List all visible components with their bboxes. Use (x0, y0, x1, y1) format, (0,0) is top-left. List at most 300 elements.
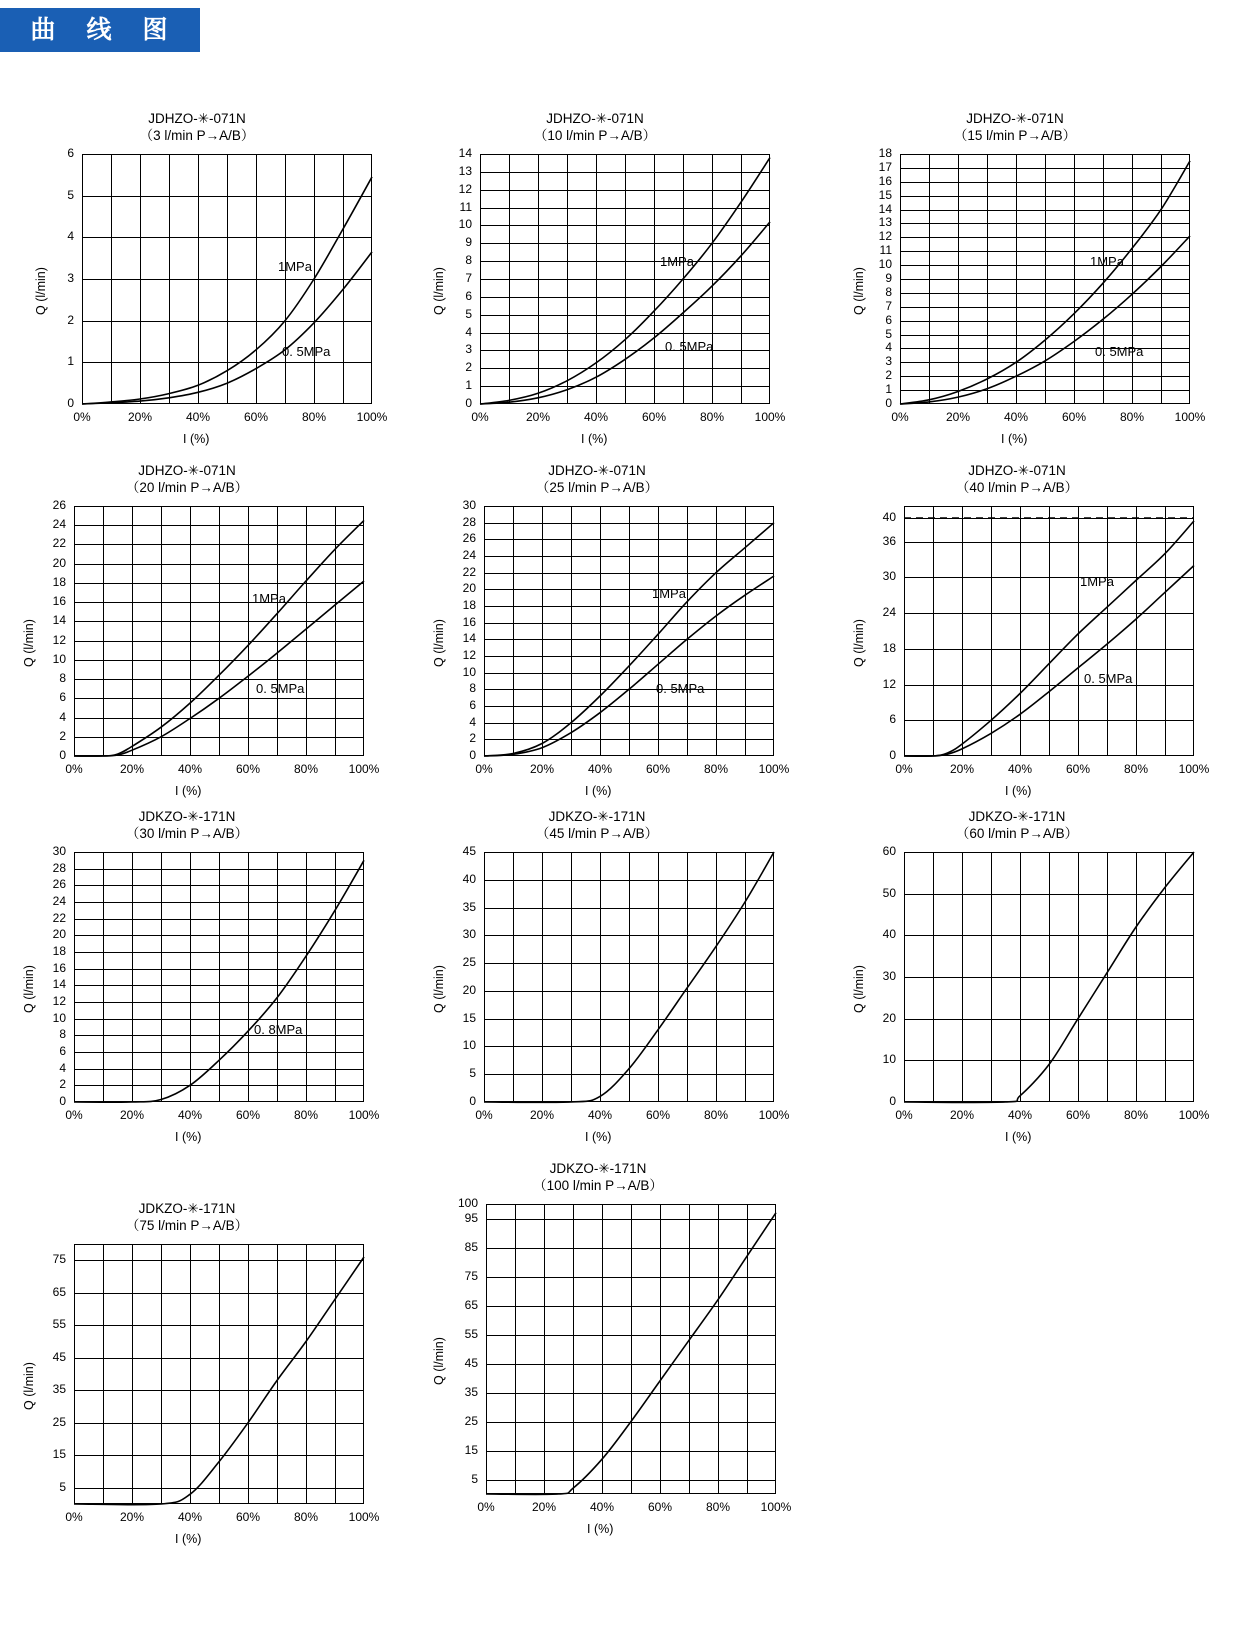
y-tick-label: 22 (462, 564, 476, 579)
x-tick-label: 80% (705, 1500, 731, 1514)
x-axis-label: I (%) (1005, 784, 1032, 798)
curve-05mpa (480, 222, 770, 404)
chart-title (10, 1200, 364, 1234)
y-tick-label: 5 (59, 1479, 66, 1494)
y-tick-label: 60 (882, 844, 896, 858)
y-tick-label: 45 (52, 1349, 66, 1364)
chart-title-line2: （15 l/min P→A/B） (953, 128, 1077, 143)
curve-1mpa (904, 521, 1194, 756)
y-tick-label: 10 (878, 257, 892, 272)
y-tick-label: 9 (465, 235, 472, 250)
chart-title-line2: （20 l/min P→A/B） (125, 480, 249, 495)
chart-c11 (420, 1160, 796, 1536)
chart-title-line1: JDHZO-✳-071N (546, 111, 644, 126)
y-tick-label: 2 (59, 1077, 66, 1092)
y-tick-label: 12 (462, 648, 476, 662)
x-tick-label: 40% (589, 1500, 615, 1514)
y-tick-label: 0 (469, 748, 476, 762)
x-tick-label: 0% (65, 762, 83, 776)
y-axis-label: Q (l/min) (432, 267, 446, 315)
y-tick-label: 18 (52, 574, 66, 589)
curve-layer (840, 496, 1214, 798)
curve-annotation: 0. 5MPa (282, 344, 331, 359)
x-tick-label: 20% (119, 1510, 145, 1524)
y-tick-label: 10 (52, 651, 66, 666)
x-tick-label: 80% (1123, 1108, 1149, 1122)
y-tick-label: 10 (462, 1038, 476, 1053)
chart-title-line1: JDKZO-✳-171N (968, 809, 1066, 824)
curve-05mpa (904, 566, 1194, 757)
x-axis-label: I (%) (587, 1522, 614, 1536)
y-axis-label: Q (l/min) (852, 267, 866, 315)
y-tick-label: 15 (464, 1442, 478, 1457)
y-tick-label: 20 (52, 927, 66, 942)
x-tick-label: 0% (895, 762, 913, 776)
y-tick-label: 18 (462, 598, 476, 612)
y-tick-label: 20 (52, 555, 66, 570)
y-tick-label: 8 (469, 681, 476, 696)
y-tick-label: 12 (878, 229, 892, 244)
plot-area (840, 842, 1214, 1144)
curve-annotation: 1MPa (278, 259, 312, 274)
y-tick-label: 18 (882, 640, 896, 655)
chart-title (420, 808, 774, 842)
x-tick-label: 20% (127, 410, 153, 424)
y-tick-label: 26 (52, 498, 66, 512)
curve-1mpa (74, 520, 364, 756)
y-tick-label: 2 (465, 360, 472, 375)
x-tick-label: 60% (243, 410, 269, 424)
chart-title-line1: JDKZO-✳-171N (548, 809, 646, 824)
y-tick-label: 4 (465, 324, 472, 339)
y-tick-label: 6 (59, 690, 66, 705)
chart-title-line1: JDHZO-✳-071N (966, 111, 1064, 126)
chart-c7 (10, 808, 384, 1144)
y-tick-label: 55 (464, 1326, 478, 1341)
x-tick-label: 0% (471, 410, 489, 424)
y-tick-label: 1 (885, 382, 892, 397)
chart-title-line2: （3 l/min P→A/B） (139, 128, 255, 143)
chart-c3 (840, 110, 1210, 446)
chart-title-line2: （30 l/min P→A/B） (125, 826, 249, 841)
y-tick-label: 20 (882, 1010, 896, 1025)
y-tick-label: 11 (459, 199, 472, 214)
x-axis-label: I (%) (183, 432, 210, 446)
x-tick-label: 80% (301, 410, 327, 424)
chart-title-line2: （60 l/min P→A/B） (955, 826, 1079, 841)
x-tick-label: 0% (73, 410, 91, 424)
y-tick-label: 50 (882, 885, 896, 900)
y-tick-label: 55 (52, 1317, 66, 1332)
chart-title (22, 110, 372, 144)
y-tick-label: 10 (462, 664, 476, 679)
y-tick-label: 75 (52, 1252, 66, 1267)
curve-layer (10, 1234, 384, 1546)
x-tick-label: 40% (177, 762, 203, 776)
y-tick-label: 10 (52, 1010, 66, 1025)
curve-main (74, 1257, 364, 1505)
x-tick-label: 40% (177, 1510, 203, 1524)
chart-title (10, 462, 364, 496)
curve-annotation: 1MPa (660, 254, 694, 269)
plot-area (420, 842, 794, 1144)
y-axis-label: Q (l/min) (852, 965, 866, 1013)
x-tick-label: 100% (1178, 1108, 1210, 1122)
x-tick-label: 100% (1178, 762, 1210, 776)
y-tick-label: 16 (52, 960, 66, 975)
curve-annotation: 1MPa (1080, 574, 1114, 589)
chart-title (840, 110, 1190, 144)
x-tick-label: 60% (1065, 1108, 1091, 1122)
y-axis-label: Q (l/min) (432, 965, 446, 1013)
x-tick-label: 0% (475, 762, 493, 776)
y-tick-label: 12 (458, 181, 472, 196)
plot-area (22, 144, 392, 446)
x-tick-label: 60% (647, 1500, 673, 1514)
y-tick-label: 10 (882, 1052, 896, 1067)
x-tick-label: 60% (1065, 762, 1091, 776)
x-tick-label: 20% (529, 1108, 555, 1122)
y-tick-label: 45 (464, 1355, 478, 1370)
y-tick-label: 22 (52, 910, 66, 925)
x-tick-label: 0% (477, 1500, 495, 1514)
y-tick-label: 26 (462, 531, 476, 546)
y-tick-label: 40 (462, 871, 476, 886)
x-axis-label: I (%) (1005, 1130, 1032, 1144)
x-tick-label: 40% (587, 762, 613, 776)
y-tick-label: 0 (59, 1094, 66, 1108)
curve-1mpa (82, 177, 372, 404)
y-tick-label: 22 (52, 536, 66, 551)
y-tick-label: 15 (462, 1010, 476, 1025)
y-tick-label: 5 (885, 326, 892, 341)
chart-c2 (420, 110, 790, 446)
curve-annotation: 1MPa (252, 591, 286, 606)
x-tick-label: 80% (699, 410, 725, 424)
y-tick-label: 30 (882, 569, 896, 584)
curve-1mpa (480, 158, 770, 404)
chart-title (420, 110, 770, 144)
curve-layer (420, 144, 790, 446)
curve-main (484, 852, 774, 1102)
y-tick-label: 12 (52, 994, 66, 1008)
y-tick-label: 85 (464, 1239, 478, 1254)
y-tick-label: 2 (67, 312, 74, 327)
x-tick-label: 100% (1174, 410, 1206, 424)
y-tick-label: 25 (52, 1414, 66, 1429)
curve-annotation: 0. 5MPa (665, 339, 714, 354)
curve-05mpa (82, 252, 372, 404)
chart-title (420, 1160, 776, 1194)
y-tick-label: 24 (52, 894, 66, 908)
x-tick-label: 100% (348, 1510, 380, 1524)
y-tick-label: 30 (52, 844, 66, 858)
x-tick-label: 100% (754, 410, 786, 424)
curve-08mpa (74, 860, 364, 1102)
y-tick-label: 5 (465, 306, 472, 321)
curve-layer (840, 144, 1210, 446)
y-tick-label: 95 (464, 1210, 478, 1225)
x-tick-label: 80% (1123, 762, 1149, 776)
plot-area (840, 496, 1214, 798)
curve-main (486, 1213, 776, 1495)
plot-area (420, 496, 794, 798)
x-tick-label: 0% (65, 1510, 83, 1524)
y-tick-label: 1 (67, 354, 74, 369)
chart-title (10, 808, 364, 842)
x-tick-label: 40% (185, 410, 211, 424)
x-tick-label: 40% (177, 1108, 203, 1122)
y-tick-label: 8 (59, 671, 66, 686)
x-tick-label: 40% (1007, 762, 1033, 776)
chart-title (840, 808, 1194, 842)
curve-layer (420, 842, 794, 1144)
y-tick-label: 17 (878, 159, 892, 174)
y-tick-label: 12 (52, 632, 66, 647)
curve-annotation: 1MPa (652, 586, 686, 601)
x-tick-label: 20% (529, 762, 555, 776)
y-tick-label: 15 (52, 1447, 66, 1462)
y-tick-label: 20 (462, 581, 476, 596)
y-tick-label: 16 (878, 173, 892, 188)
chart-c4 (10, 462, 384, 798)
chart-c5 (420, 462, 794, 798)
y-tick-label: 5 (469, 1066, 476, 1081)
chart-title-line2: （45 l/min P→A/B） (535, 826, 659, 841)
y-tick-label: 28 (52, 860, 66, 875)
x-tick-label: 20% (531, 1500, 557, 1514)
x-tick-label: 100% (760, 1500, 792, 1514)
y-tick-label: 0 (67, 396, 74, 410)
x-tick-label: 100% (356, 410, 388, 424)
y-tick-label: 5 (67, 187, 74, 202)
x-tick-label: 100% (758, 762, 790, 776)
plot-area (10, 842, 384, 1144)
plot-area (420, 144, 790, 446)
x-tick-label: 0% (475, 1108, 493, 1122)
x-axis-label: I (%) (1001, 432, 1028, 446)
y-tick-label: 12 (882, 676, 896, 691)
y-tick-label: 10 (458, 217, 472, 232)
x-tick-label: 80% (293, 762, 319, 776)
y-tick-label: 4 (59, 1060, 66, 1075)
curve-1mpa (484, 523, 774, 756)
curve-annotation: 1MPa (1090, 254, 1124, 269)
x-tick-label: 60% (645, 1108, 671, 1122)
y-tick-label: 6 (59, 1044, 66, 1058)
y-tick-label: 6 (67, 146, 74, 160)
y-tick-label: 13 (878, 215, 892, 230)
curve-05mpa (74, 581, 364, 756)
y-tick-label: 14 (458, 146, 472, 160)
curve-layer (22, 144, 392, 446)
chart-title-line1: JDHZO-✳-071N (138, 463, 236, 478)
x-tick-label: 40% (587, 1108, 613, 1122)
y-axis-label: Q (l/min) (432, 619, 446, 667)
y-tick-label: 4 (59, 709, 66, 724)
y-tick-label: 6 (465, 288, 472, 303)
curve-05mpa (900, 236, 1190, 404)
chart-title-line2: （40 l/min P→A/B） (955, 480, 1079, 495)
curve-layer (10, 842, 384, 1144)
x-tick-label: 0% (891, 410, 909, 424)
x-tick-label: 0% (895, 1108, 913, 1122)
x-tick-label: 80% (293, 1510, 319, 1524)
y-tick-label: 1 (465, 378, 472, 393)
y-tick-label: 0 (885, 396, 892, 410)
x-tick-label: 100% (348, 762, 380, 776)
x-axis-label: I (%) (175, 1532, 202, 1546)
y-tick-label: 4 (469, 714, 476, 729)
x-tick-label: 80% (1119, 410, 1145, 424)
plot-area (420, 1194, 796, 1536)
plot-area (10, 496, 384, 798)
y-tick-label: 5 (471, 1471, 478, 1486)
x-tick-label: 80% (293, 1108, 319, 1122)
chart-title-line1: JDKZO-✳-171N (138, 809, 236, 824)
y-tick-label: 20 (462, 982, 476, 997)
chart-c6 (840, 462, 1214, 798)
y-axis-label: Q (l/min) (22, 619, 36, 667)
y-tick-label: 0 (59, 748, 66, 762)
y-tick-label: 4 (67, 229, 74, 244)
y-tick-label: 30 (882, 969, 896, 983)
x-tick-label: 40% (1007, 1108, 1033, 1122)
y-tick-label: 24 (882, 605, 896, 620)
y-tick-label: 0 (469, 1094, 476, 1108)
curve-annotation: 0. 5MPa (1084, 671, 1133, 686)
chart-c10 (10, 1200, 384, 1546)
curve-annotation: 0. 5MPa (1095, 344, 1144, 359)
x-axis-label: I (%) (581, 432, 608, 446)
y-tick-label: 8 (885, 284, 892, 299)
x-axis-label: I (%) (175, 1130, 202, 1144)
curve-annotation: 0. 8MPa (254, 1022, 303, 1037)
y-tick-label: 40 (882, 927, 896, 942)
y-tick-label: 7 (885, 298, 892, 313)
y-tick-label: 100 (457, 1196, 478, 1210)
y-tick-label: 14 (52, 977, 66, 992)
chart-title-line2: （10 l/min P→A/B） (533, 128, 657, 143)
y-tick-label: 6 (885, 312, 892, 327)
y-axis-label: Q (l/min) (852, 619, 866, 667)
x-tick-label: 100% (348, 1108, 380, 1122)
x-tick-label: 60% (1061, 410, 1087, 424)
chart-title-line1: JDHZO-✳-071N (548, 463, 646, 478)
y-tick-label: 25 (464, 1413, 478, 1428)
y-tick-label: 3 (465, 342, 472, 357)
y-tick-label: 0 (889, 748, 896, 762)
x-tick-label: 100% (758, 1108, 790, 1122)
chart-title-line2: （75 l/min P→A/B） (125, 1218, 249, 1233)
x-tick-label: 60% (235, 762, 261, 776)
x-tick-label: 60% (641, 410, 667, 424)
y-tick-label: 8 (465, 253, 472, 268)
y-tick-label: 14 (878, 201, 892, 216)
y-tick-label: 2 (59, 728, 66, 743)
chart-title-line1: JDKZO-✳-171N (138, 1201, 236, 1216)
y-tick-label: 4 (885, 340, 892, 355)
y-tick-label: 45 (462, 844, 476, 858)
x-tick-label: 60% (235, 1510, 261, 1524)
y-tick-label: 65 (464, 1297, 478, 1312)
y-tick-label: 7 (465, 271, 472, 285)
chart-title (420, 462, 774, 496)
x-tick-label: 60% (235, 1108, 261, 1122)
y-tick-label: 3 (885, 354, 892, 369)
y-tick-label: 2 (885, 368, 892, 383)
plot-area (840, 144, 1210, 446)
x-tick-label: 20% (119, 1108, 145, 1122)
y-tick-label: 25 (462, 955, 476, 970)
y-tick-label: 24 (52, 517, 66, 532)
y-tick-label: 6 (469, 698, 476, 712)
y-tick-label: 75 (464, 1268, 478, 1283)
y-axis-label: Q (l/min) (22, 965, 36, 1013)
curve-layer (420, 496, 794, 798)
curve-1mpa (900, 161, 1190, 404)
y-tick-label: 8 (59, 1027, 66, 1042)
page-title: 曲 线 图 (30, 16, 180, 44)
y-tick-label: 15 (878, 187, 892, 202)
y-tick-label: 35 (52, 1382, 66, 1397)
y-tick-label: 0 (465, 396, 472, 410)
x-axis-label: I (%) (175, 784, 202, 798)
curve-annotation: 0. 5MPa (656, 681, 705, 696)
y-tick-label: 11 (879, 243, 892, 258)
y-tick-label: 14 (462, 631, 476, 646)
x-tick-label: 40% (583, 410, 609, 424)
y-tick-label: 30 (462, 498, 476, 512)
curve-layer (10, 496, 384, 798)
x-tick-label: 80% (703, 762, 729, 776)
y-axis-label: Q (l/min) (432, 1337, 446, 1385)
chart-title-line2: （100 l/min P→A/B） (533, 1178, 663, 1193)
y-tick-label: 30 (462, 927, 476, 942)
curve-main (904, 852, 1194, 1102)
chart-title-line1: JDKZO-✳-171N (549, 1161, 647, 1176)
y-tick-label: 18 (52, 944, 66, 958)
chart-title-line1: JDHZO-✳-071N (148, 111, 246, 126)
y-tick-label: 24 (462, 548, 476, 562)
y-tick-label: 26 (52, 877, 66, 892)
chart-c1 (22, 110, 392, 446)
y-tick-label: 65 (52, 1284, 66, 1299)
x-tick-label: 20% (945, 410, 971, 424)
y-tick-label: 28 (462, 514, 476, 529)
x-tick-label: 20% (949, 762, 975, 776)
curve-annotation: 0. 5MPa (256, 681, 305, 696)
chart-title (840, 462, 1194, 496)
x-tick-label: 20% (525, 410, 551, 424)
y-tick-label: 2 (469, 731, 476, 746)
x-tick-label: 60% (645, 762, 671, 776)
x-tick-label: 80% (703, 1108, 729, 1122)
y-tick-label: 36 (882, 533, 896, 548)
y-tick-label: 35 (462, 899, 476, 914)
y-tick-label: 16 (462, 614, 476, 629)
y-tick-label: 18 (878, 146, 892, 160)
y-tick-label: 16 (52, 594, 66, 609)
chart-title-line2: （25 l/min P→A/B） (535, 480, 659, 495)
chart-c9 (840, 808, 1214, 1144)
y-tick-label: 6 (889, 712, 896, 727)
x-tick-label: 40% (1003, 410, 1029, 424)
y-axis-label: Q (l/min) (34, 267, 48, 315)
y-tick-label: 3 (67, 271, 74, 285)
chart-c8 (420, 808, 794, 1144)
y-tick-label: 13 (458, 163, 472, 178)
